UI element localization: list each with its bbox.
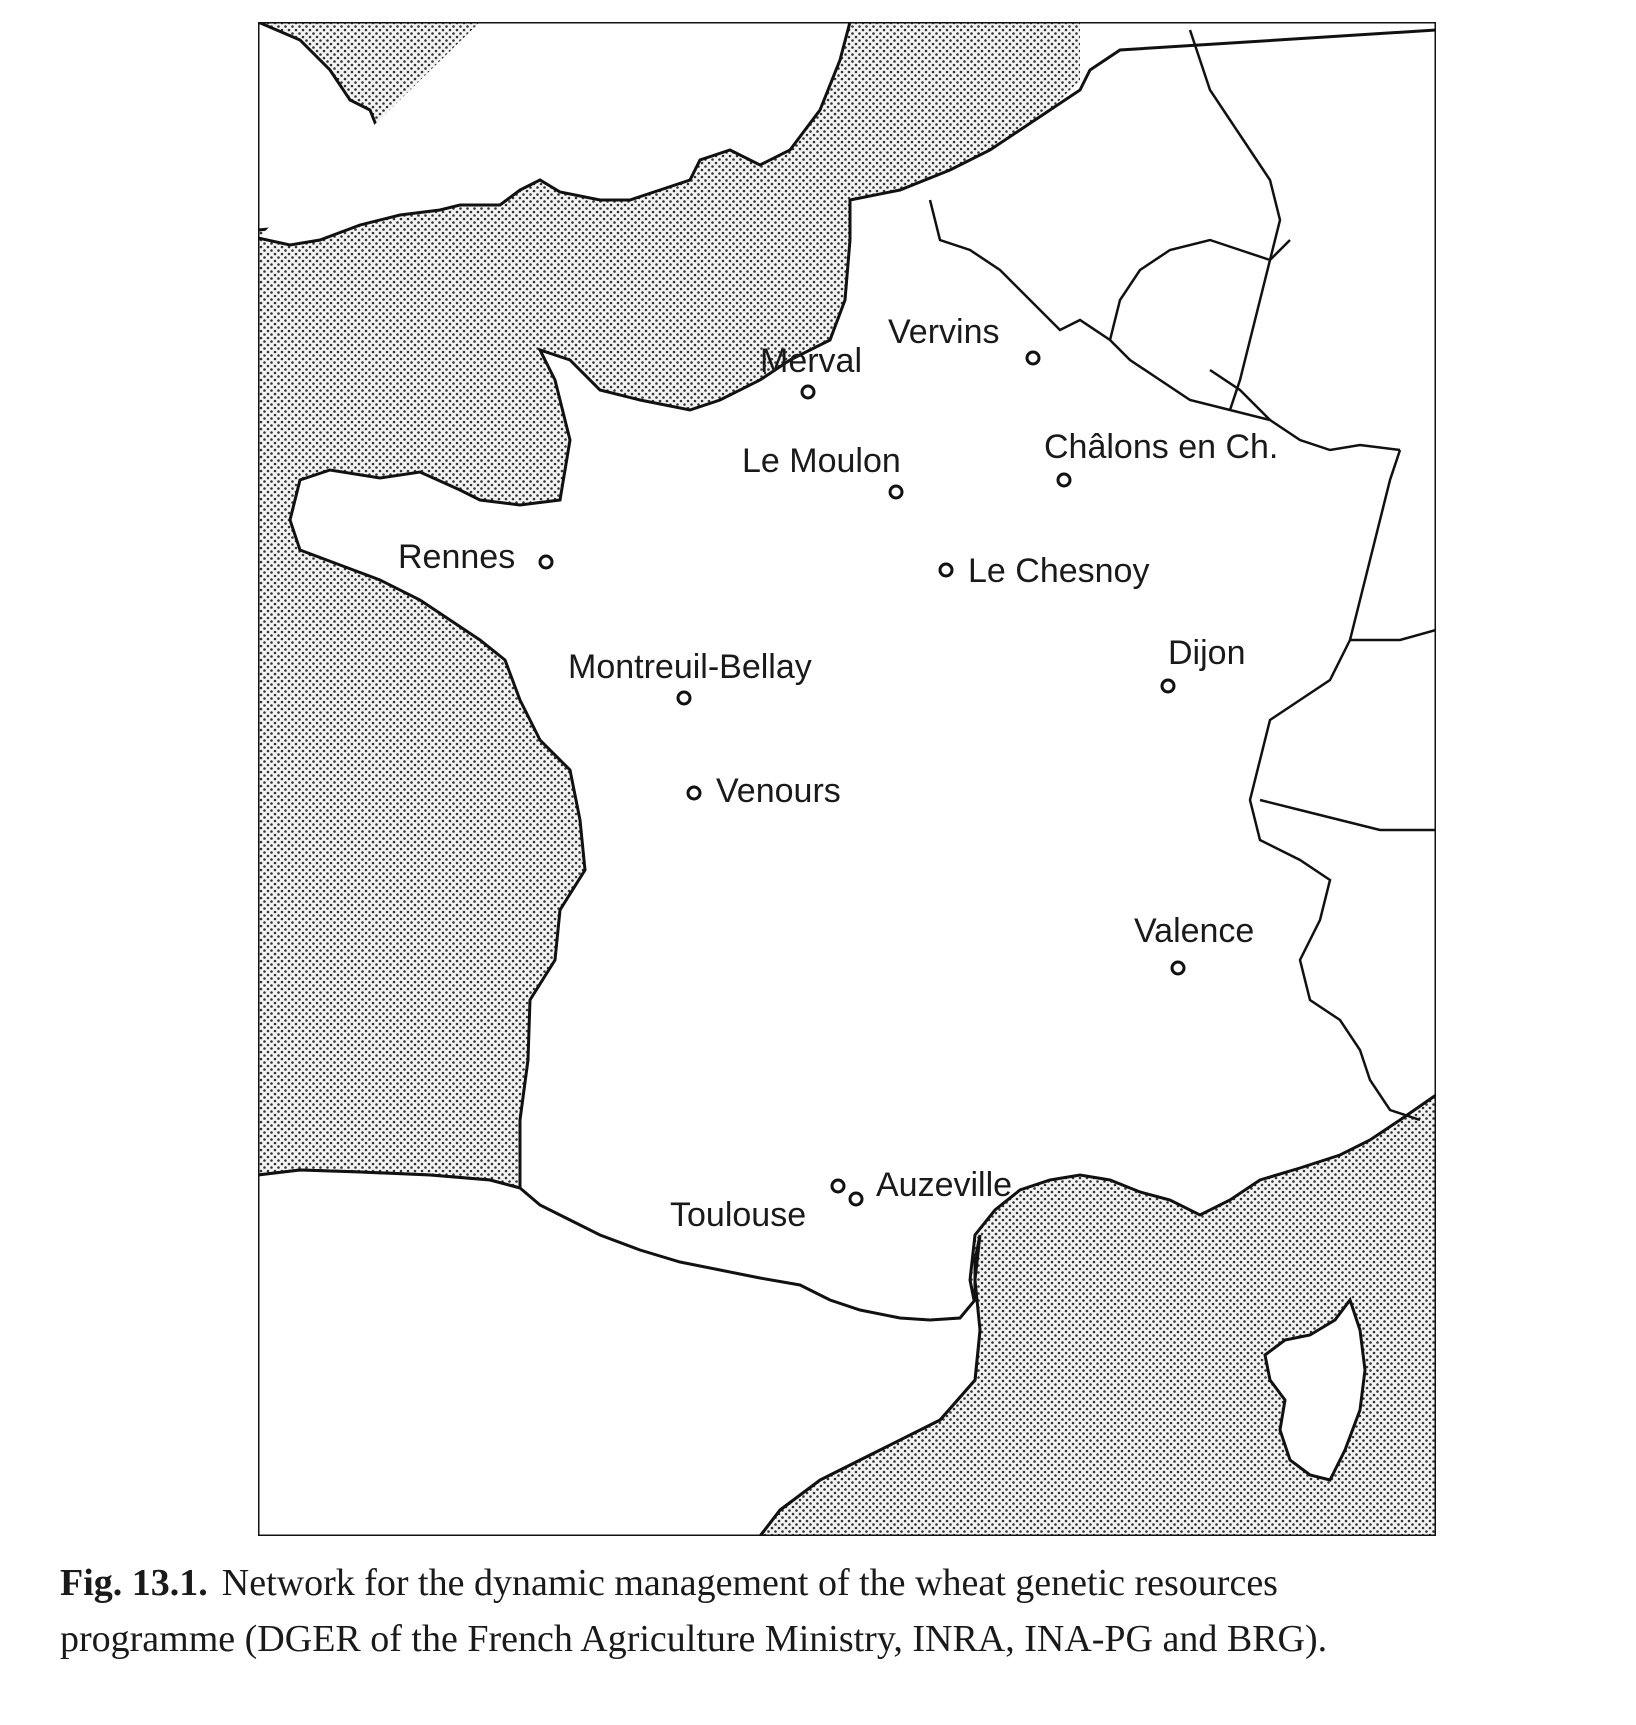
site-marker-montreuil-bellay (678, 692, 690, 704)
site-marker-rennes (540, 556, 552, 568)
site-label-toulouse: Toulouse (670, 1196, 807, 1234)
site-marker-merval (802, 386, 814, 398)
site-label-merval: Merval (760, 342, 863, 380)
site-label-venours: Venours (716, 772, 841, 810)
site-label-vervins: Vervins (888, 313, 1000, 351)
site-label-le-moulon: Le Moulon (742, 442, 901, 480)
site-marker-dijon (1162, 680, 1174, 692)
figure-number: Fig. 13.1. (60, 1562, 208, 1604)
site-marker-toulouse (832, 1180, 844, 1192)
site-marker-chalons (1058, 474, 1070, 486)
site-marker-auzeville (850, 1193, 862, 1205)
site-label-chalons: Châlons en Ch. (1044, 428, 1279, 466)
caption-line-2: programme (DGER of the French Agriculture Ministry, INRA, INA-PG and BRG). (60, 1618, 1328, 1660)
site-label-le-chesnoy: Le Chesnoy (968, 552, 1150, 590)
figure-caption (60, 1555, 1580, 1667)
site-marker-venours (688, 787, 700, 799)
site-marker-valence (1172, 962, 1184, 974)
site-label-auzeville: Auzeville (876, 1166, 1013, 1204)
caption-text-1: Network for the dynamic management of the wheat genetic resources (221, 1562, 1278, 1604)
site-label-dijon: Dijon (1168, 634, 1246, 672)
site-label-valence: Valence (1134, 912, 1255, 950)
caption-line-1 (60, 1555, 1580, 1611)
site-marker-le-moulon (890, 486, 902, 498)
site-label-rennes: Rennes (398, 538, 516, 576)
site-marker-le-chesnoy (940, 564, 952, 576)
site-label-montreuil-bellay: Montreuil-Bellay (568, 648, 812, 686)
site-marker-vervins (1027, 352, 1039, 364)
